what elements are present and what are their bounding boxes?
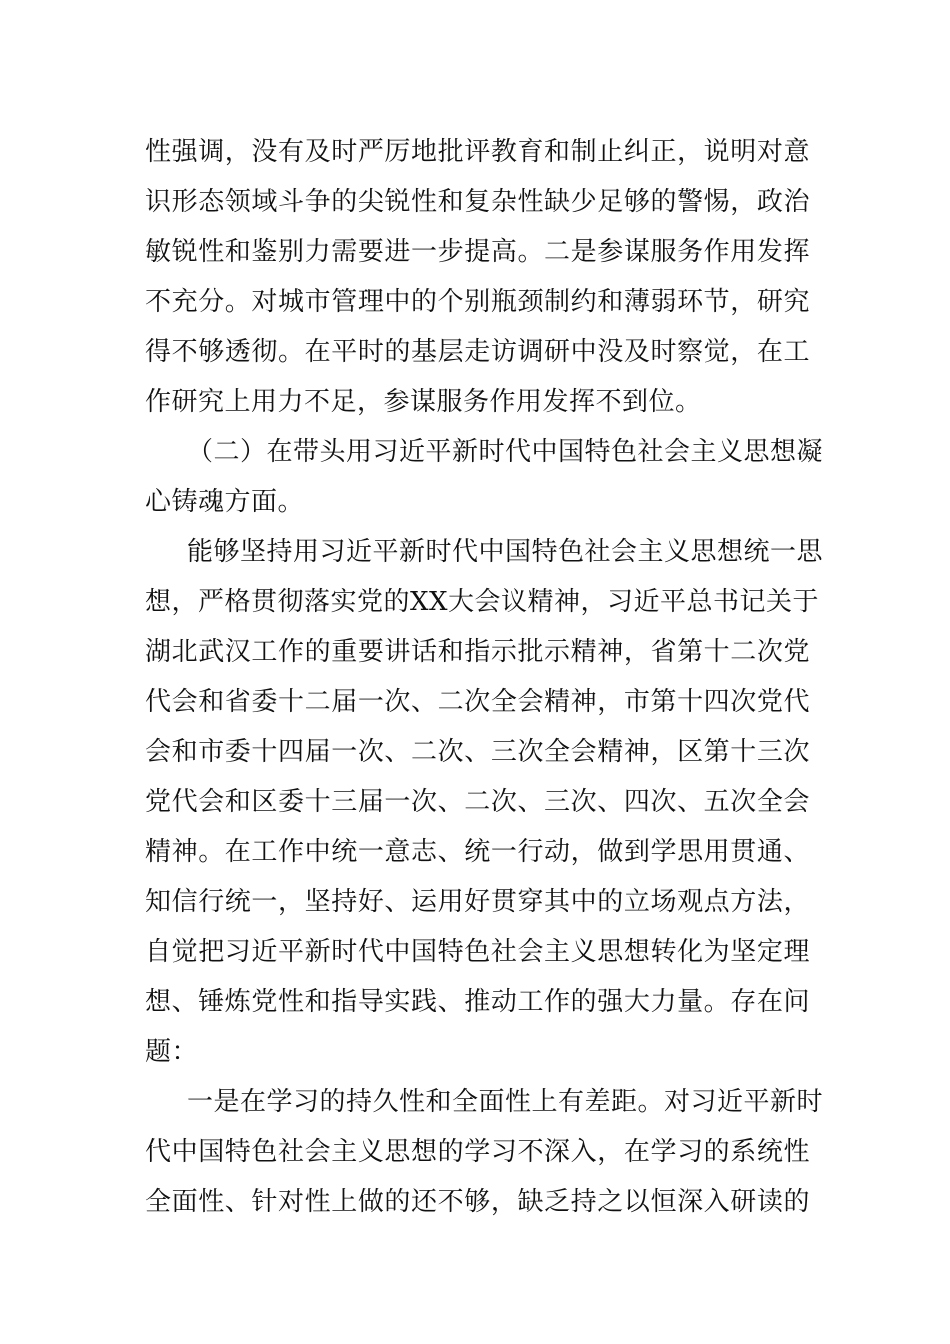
body-text-line: 不充分。对城市管理中的个别瓶颈制约和薄弱环节，研究 — [145, 287, 810, 317]
body-text-line: 代中国特色社会主义思想的学习不深入，在学习的系统性 — [145, 1137, 810, 1167]
body-text-line: 会和市委十四届一次、二次、三次全会精神，区第十三次 — [145, 737, 810, 767]
body-text-line: 能够坚持用习近平新时代中国特色社会主义思想统一思 — [187, 537, 824, 567]
body-text-line: 党代会和区委十三届一次、二次、三次、四次、五次全会 — [145, 787, 810, 817]
body-text-line: 得不够透彻。在平时的基层走访调研中没及时察觉，在工 — [145, 337, 810, 367]
body-text-line: 想、锤炼党性和指导实践、推动工作的强大力量。存在问 — [145, 987, 810, 1017]
body-text-line: 全面性、针对性上做的还不够，缺乏持之以恒深入研读的 — [145, 1187, 810, 1217]
body-text-line: 作研究上用力不足，参谋服务作用发挥不到位。 — [145, 387, 702, 417]
body-text-line: 精神。在工作中统一意志、统一行动，做到学思用贯通、 — [145, 837, 810, 867]
body-text-line: 性强调，没有及时严厉地批评教育和制止纠正，说明对意 — [145, 137, 810, 167]
body-text-line: 湖北武汉工作的重要讲话和指示批示精神，省第十二次党 — [145, 637, 810, 667]
body-text-line: 敏锐性和鉴别力需要进一步提高。二是参谋服务作用发挥 — [145, 237, 810, 267]
body-text-line: 自觉把习近平新时代中国特色社会主义思想转化为坚定理 — [145, 937, 810, 967]
body-text-line: 代会和省委十二届一次、二次全会精神，市第十四次党代 — [145, 687, 810, 717]
section-heading-line: 心铸魂方面。 — [145, 487, 305, 517]
body-text-line: 知信行统一，坚持好、运用好贯穿其中的立场观点方法， — [145, 887, 810, 917]
section-heading-line: （二）在带头用习近平新时代中国特色社会主义思想凝 — [187, 437, 824, 467]
body-text-line: 识形态领域斗争的尖锐性和复杂性缺少足够的警惕，政治 — [145, 187, 810, 217]
body-text-line: 题： — [145, 1037, 199, 1067]
body-text-line: 想，严格贯彻落实党的XX大会议精神，习近平总书记关于 — [145, 587, 820, 617]
body-text-line: 一是在学习的持久性和全面性上有差距。对习近平新时 — [187, 1087, 824, 1117]
